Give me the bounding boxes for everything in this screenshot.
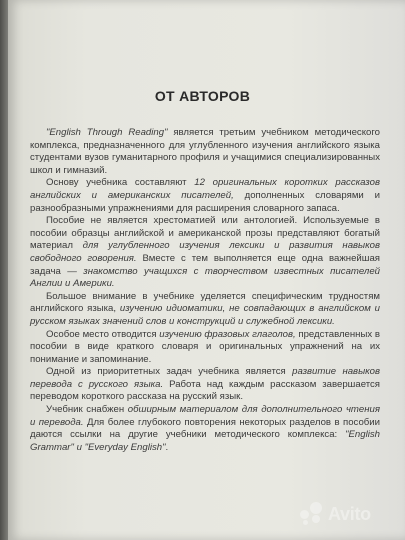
text-span: Пособие не является хрестоматией или антологией. Используемые в пособии образцы английской и американской прозы представляют богатый материал — [30, 215, 380, 252]
text-span: Работа над каждым рассказом завершается переводом короткого рассказа на русский язык. — [30, 378, 380, 403]
page-title: ОТ АВТОРОВ — [154, 88, 251, 104]
text-span: Большое внимание в учебнике уделяется специфическим трудностям английского языка, — [30, 290, 380, 315]
paragraph-1 — [30, 127, 380, 177]
text-span: Вместе с тем выполняется еще одна важнейшая задача — — [30, 252, 380, 277]
text-span: Основу учебника составляют — [46, 177, 195, 189]
text-span: представленных в пособии в виде краткого словаря и оригинальных упражнений на их понимание и запоминание. — [30, 328, 380, 365]
book-title: "English Through Reading" — [46, 127, 168, 138]
paragraph-3 — [30, 215, 380, 291]
text-span: Особое место отводится — [46, 328, 160, 340]
avito-wordmark: Avito — [328, 503, 371, 524]
italic-span: "English Grammar" и "Everyday English" — [30, 429, 380, 453]
paragraph-2 — [30, 177, 380, 215]
text-span: дополненных словарями и разнообразными упражнениями для расширения словарного запаса. — [30, 189, 380, 214]
text-span: Учебник снабжен — [46, 404, 128, 416]
text-span: Для более глубокого повторения некоторых разделов в пособии даются ссылки на другие учебники методического комплекса: — [30, 416, 380, 441]
text-span: является третьим учебником методического комплекса, предназначенного для углубленного изучения английского языка студентами вузов гуманитарного профиля и учащимися специализированных школ и гимназий. — [30, 127, 380, 176]
paragraph-4 — [30, 291, 380, 329]
avito-watermark — [300, 500, 371, 528]
italic-span: изучению идиоматики, не совпадающих в английском и русском языках значений слов и конструкций и служебной лексики. — [30, 303, 380, 327]
paragraph-6 — [30, 366, 380, 404]
italic-span: для углубленного изучения лексики и развития навыков свободного говорения. — [30, 240, 380, 264]
italic-span: изучению фразовых глаголов, — [159, 328, 296, 340]
paragraph-5 — [30, 329, 380, 367]
italic-span: развитие навыков перевода с русского языка. — [30, 366, 381, 390]
italic-span: знакомство учащихся с творчеством известных писателей Англии и Америки. — [30, 265, 380, 290]
text-span: . — [165, 441, 169, 453]
body-text — [30, 127, 380, 454]
italic-span: 12 оригинальных коротких рассказов английских и американских писателей, — [30, 177, 380, 201]
italic-span: обширным материалом для дополнительного чтения и перевода. — [30, 404, 380, 428]
text-span: Одной из приоритетных задач учебника является — [46, 366, 293, 378]
avito-logo-icon — [300, 502, 324, 526]
paragraph-7 — [30, 404, 380, 454]
